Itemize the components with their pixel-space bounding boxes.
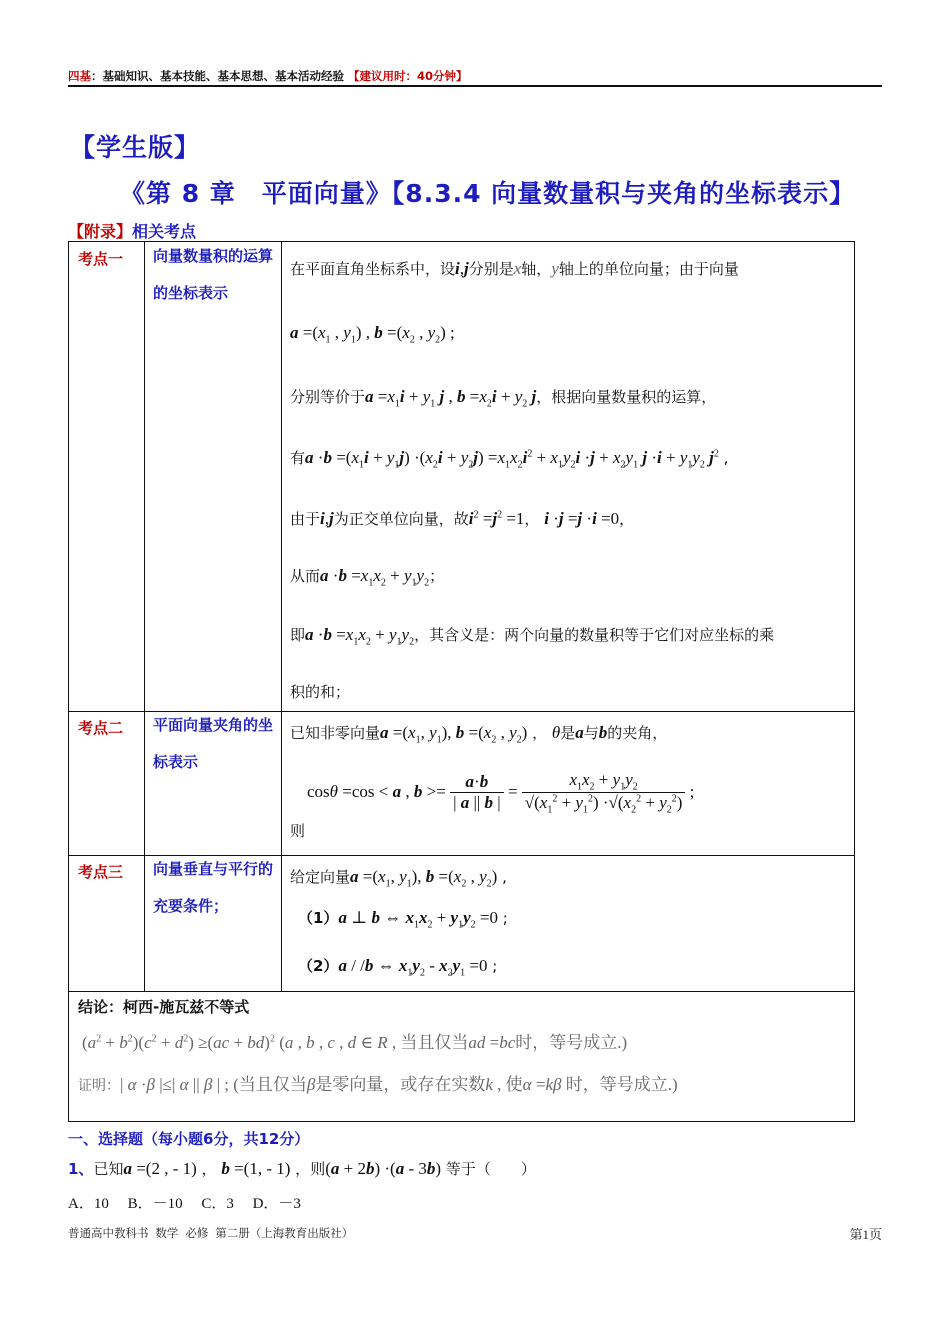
point-topic: 向量数量积的运算的坐标表示 xyxy=(153,247,274,302)
page-number: 第1页 xyxy=(849,1227,882,1242)
appendix-tag: 【附录】 xyxy=(68,222,133,241)
p1-line6: 从而$a \cdot b =x_1x_2 + y_1y_2$； xyxy=(290,566,445,589)
point-topic: 平面向量夹角的坐标表示 xyxy=(153,716,274,771)
row-divider xyxy=(68,991,855,992)
edition-title: 【学生版】 xyxy=(70,133,201,162)
p1-line5: 由于i,j为正交单位向量，故$i^2 =j^2 =1$， i ·j =j ·i =0， xyxy=(290,509,635,528)
point-tag: 考点二 xyxy=(78,719,124,737)
conclusion-label: 结论：柯西-施瓦兹不等式 xyxy=(78,998,250,1016)
p2-line2: 则 xyxy=(290,822,306,840)
question-options: A．10 B．－10 C．3 D．－3 xyxy=(68,1196,301,1212)
p2-cos-formula: cosθ =cos < a , b >= $\frac{a\cdot b}{| a || b |}$ = $\frac{x_1x_2 + y_1y_2}{√(x_1^2 + y_1^2) \cdot√(x_2^2 + y_2^2)}$ ; xyxy=(307,770,695,816)
header-prefix: 四基 xyxy=(68,69,91,83)
col-divider xyxy=(144,241,145,991)
p3-cond2: （2）a / /b ⇔ $x_1y_2 - x_2y_1 =0$ ; xyxy=(298,956,498,979)
p1-line4: 有$a \cdot b =(x_1i + y_1j) \cdot(x_2i + y_2j) =x_1x_2i^2 + x_1y_2i \cdot j + x_2y_1$ $j \cdot i + y_1y_2$ $j^2$ , xyxy=(290,448,729,471)
question-1: 1、已知a =(2 , - 1) ， b =(1, - 1) ，则(a + 2b) ·(a - 3b) 等于（ ） xyxy=(68,1159,536,1178)
point-tag: 考点三 xyxy=(78,863,124,881)
p1-formula-vectors: $a =(x_1$ , $y_1$) , $b =(x_2$ , $y_2$) ; xyxy=(290,323,455,346)
point-tag: 考点一 xyxy=(78,250,124,268)
p3-cond1: （1）a ⊥ b ⇔ $x_1x_2 + y_1y_2 =0$ ; xyxy=(298,908,508,931)
p3-line1: 给定向量$a =(x_1$, $y_1$), $b =(x_2$ , $y_2$) , xyxy=(290,867,507,890)
section-heading: 一、选择题（每小题6分，共12分） xyxy=(68,1130,310,1148)
header-time: 【建议用时：40分钟】 xyxy=(348,69,468,83)
cauchy-inequality: $(a^2 + b^2)(c^2 + d^2) \ge(ac + bd)^2$ (a , b , c , d ∈ R , 当且仅当ad =bc时，等号成立.) xyxy=(82,1033,628,1052)
p2-line1: 已知非零向量$a =(x_1$, $y_1$), $b =(x_2$ , $y_2$) ， θ是a与b的夹角， xyxy=(290,723,668,746)
p1-line7: 即$a \cdot b =x_1x_2 + y_1y_2$，其含义是：两个向量的数量积等于它们对应坐标的乘 xyxy=(290,625,775,648)
point-topic: 向量垂直与平行的充要条件； xyxy=(153,860,274,915)
knowledge-table xyxy=(68,241,855,1122)
cauchy-proof: 证明：| α ·β |≤| α || β | ; (当且仅当β是零向量，或存在实数k , 使α =kβ 时，等号成立.) xyxy=(78,1075,678,1094)
header-items: ：基础知识、基本技能、基本思想、基本活动经验 xyxy=(91,69,344,83)
appendix-label: 相关考点 xyxy=(132,222,197,241)
footer-book: 普通高中教科书 数学 必修 第二册（上海教育出版社） xyxy=(68,1226,354,1240)
page-title: 《第 8 章 平面向量》【8.3.4 向量数量积与夹角的坐标表示】 xyxy=(120,179,856,208)
header-bar xyxy=(68,68,468,84)
header-divider xyxy=(68,85,882,87)
p1-line1: 在平面直角坐标系中，设i,j分别是x轴，y轴上的单位向量；由于向量 xyxy=(290,259,739,278)
p1-line8: 积的和； xyxy=(290,683,351,701)
p1-line3: 分别等价于$a =x_1i + y_1$ j , $b =x_2i + y_2$ j，根据向量数量积的运算， xyxy=(290,387,717,410)
col-divider xyxy=(281,241,282,991)
